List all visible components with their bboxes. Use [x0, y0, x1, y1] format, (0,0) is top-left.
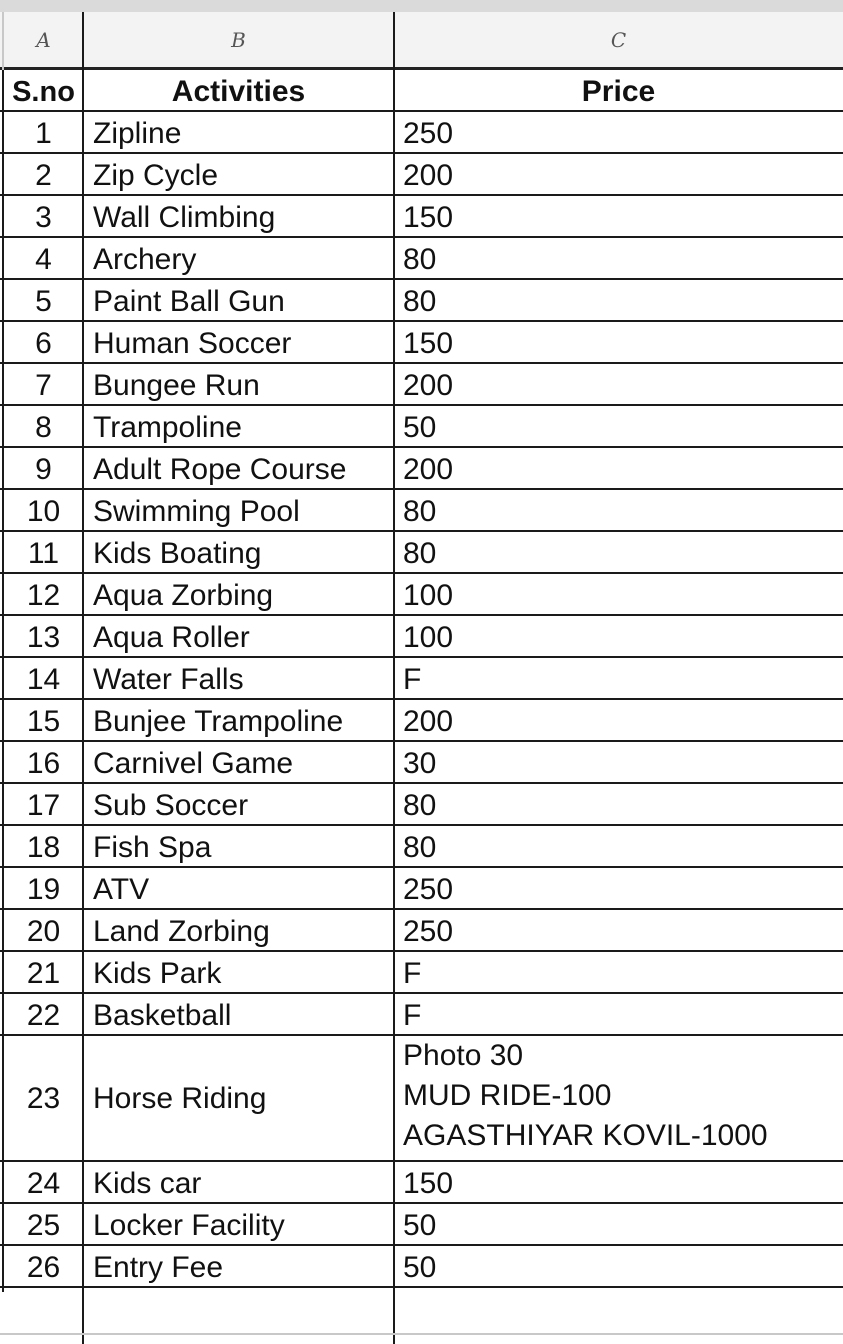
sno-cell[interactable]: 10 — [26, 495, 61, 528]
activity-cell[interactable]: ATV — [93, 873, 150, 906]
activity-cell[interactable]: Water Falls — [93, 663, 244, 696]
grid-line — [2, 70, 4, 1292]
activity-cell[interactable]: Archery — [93, 243, 197, 276]
price-cell[interactable]: 150 — [403, 327, 454, 360]
price-cell[interactable] — [394, 1036, 843, 1160]
sno-cell[interactable]: 15 — [26, 705, 61, 738]
column-header-c[interactable]: C — [610, 27, 627, 52]
activity-cell[interactable]: Sub Soccer — [93, 789, 249, 822]
price-cell[interactable]: F — [403, 957, 422, 990]
price-cell[interactable]: 80 — [403, 495, 437, 528]
sno-cell[interactable]: 23 — [26, 1082, 61, 1115]
price-cell[interactable]: 80 — [403, 831, 437, 864]
table-header-row — [0, 70, 843, 112]
table-row — [0, 784, 843, 826]
sno-cell[interactable]: 7 — [35, 369, 52, 402]
sno-cell[interactable]: 22 — [26, 999, 61, 1032]
price-cell[interactable]: 80 — [403, 537, 437, 570]
table-row — [0, 280, 843, 322]
activity-cell[interactable]: Land Zorbing — [93, 915, 270, 948]
table-row — [0, 574, 843, 616]
activity-cell[interactable]: Locker Facility — [93, 1209, 285, 1242]
activity-cell[interactable]: Zipline — [93, 117, 182, 150]
table-row — [0, 868, 843, 910]
activity-cell[interactable]: Kids Park — [93, 957, 222, 990]
top-strip — [0, 0, 843, 12]
activity-cell[interactable]: Aqua Zorbing — [93, 579, 274, 612]
table-row — [0, 1204, 843, 1246]
price-cell[interactable]: 100 — [403, 579, 454, 612]
grid-line — [82, 12, 84, 1344]
price-line: Photo 30 — [403, 1039, 524, 1072]
table-row — [0, 616, 843, 658]
table-row — [0, 994, 843, 1036]
price-cell[interactable]: 250 — [403, 915, 454, 948]
table-row — [0, 910, 843, 952]
activity-cell[interactable]: Kids car — [93, 1167, 202, 1200]
sno-cell[interactable]: 26 — [26, 1251, 61, 1284]
table-row — [0, 364, 843, 406]
sno-cell[interactable]: 24 — [26, 1167, 61, 1200]
activity-cell[interactable]: Kids Boating — [93, 537, 262, 570]
activity-cell[interactable]: Paint Ball Gun — [93, 285, 285, 318]
grid-line — [393, 12, 395, 1344]
price-cell[interactable]: 250 — [403, 873, 454, 906]
header-price-cell[interactable]: Price — [581, 75, 656, 108]
price-cell[interactable]: F — [403, 663, 422, 696]
price-cell[interactable]: 80 — [403, 789, 437, 822]
price-cell[interactable]: 200 — [403, 369, 454, 402]
table-row — [0, 742, 843, 784]
activity-cell[interactable]: Wall Climbing — [93, 201, 276, 234]
price-cell[interactable]: 150 — [403, 201, 454, 234]
sno-cell[interactable]: 16 — [26, 747, 61, 780]
sno-cell[interactable]: 25 — [26, 1209, 61, 1242]
table-row — [0, 322, 843, 364]
header-activities-cell[interactable]: Activities — [171, 75, 306, 108]
sno-cell[interactable]: 18 — [26, 831, 61, 864]
sno-cell[interactable]: 3 — [35, 201, 52, 234]
activity-cell[interactable]: Zip Cycle — [93, 159, 219, 192]
sno-cell[interactable]: 8 — [35, 411, 52, 444]
activity-cell[interactable]: Basketball — [93, 999, 232, 1032]
table-row — [0, 700, 843, 742]
activity-cell[interactable]: Aqua Roller — [93, 621, 250, 654]
table-row — [0, 658, 843, 700]
table-row — [0, 238, 843, 280]
price-cell[interactable]: 80 — [403, 243, 437, 276]
table-row — [0, 490, 843, 532]
sno-cell[interactable]: 13 — [26, 621, 61, 654]
table-row — [0, 952, 843, 994]
price-line: AGASTHIYAR KOVIL-1000 — [403, 1119, 768, 1152]
column-header-row — [0, 12, 843, 70]
price-cell[interactable]: 80 — [403, 285, 437, 318]
sno-cell[interactable]: 6 — [35, 327, 52, 360]
activity-cell[interactable]: Entry Fee — [93, 1251, 224, 1284]
sno-cell[interactable]: 11 — [27, 537, 60, 570]
price-cell[interactable]: 200 — [403, 159, 454, 192]
sno-cell[interactable]: 20 — [26, 915, 61, 948]
header-sno-cell[interactable]: S.no — [12, 76, 75, 108]
table-row — [0, 154, 843, 196]
price-cell[interactable]: F — [403, 999, 422, 1032]
price-cell[interactable]: 150 — [403, 1167, 454, 1200]
column-header-a[interactable]: A — [36, 27, 51, 52]
table-row — [0, 448, 843, 490]
price-cell[interactable]: 30 — [403, 747, 437, 780]
price-cell[interactable]: 200 — [403, 453, 454, 486]
price-cell[interactable]: 50 — [403, 1209, 437, 1242]
price-line: MUD RIDE-100 — [403, 1079, 612, 1112]
table-row — [0, 1162, 843, 1204]
table-row — [0, 826, 843, 868]
price-cell[interactable]: 250 — [403, 117, 454, 150]
activity-cell[interactable]: Adult Rope Course — [93, 453, 347, 486]
activity-cell[interactable]: Human Soccer — [93, 327, 292, 360]
table-row — [0, 1246, 843, 1288]
sno-cell[interactable]: 4 — [35, 243, 52, 276]
sno-cell[interactable]: 2 — [35, 159, 52, 192]
empty-row-divider — [0, 1333, 843, 1335]
table-row — [0, 112, 843, 154]
sno-cell[interactable]: 14 — [26, 663, 61, 696]
sno-cell[interactable]: 9 — [35, 453, 52, 486]
activity-cell[interactable]: Swimming Pool — [93, 495, 300, 528]
column-header-b[interactable]: B — [231, 27, 246, 52]
activity-cell[interactable]: Fish Spa — [93, 831, 212, 864]
table-row — [0, 532, 843, 574]
sno-cell[interactable]: 12 — [26, 579, 61, 612]
activity-cell[interactable]: Horse Riding — [93, 1082, 267, 1115]
table-row — [0, 196, 843, 238]
activity-cell[interactable]: Bunjee Trampoline — [93, 705, 344, 738]
sno-cell[interactable]: 1 — [35, 117, 52, 150]
activity-cell[interactable]: Trampoline — [93, 411, 242, 444]
activity-cell[interactable]: Carnivel Game — [93, 747, 294, 780]
table-row — [0, 406, 843, 448]
sno-cell[interactable]: 5 — [35, 285, 52, 318]
price-cell[interactable]: 100 — [403, 621, 454, 654]
sno-cell[interactable]: 19 — [26, 873, 61, 906]
grid-line — [2, 12, 4, 70]
price-cell[interactable]: 50 — [403, 1251, 437, 1284]
sno-cell[interactable]: 17 — [26, 789, 61, 822]
price-cell[interactable]: 50 — [403, 411, 437, 444]
sno-cell[interactable]: 21 — [26, 957, 61, 990]
activity-cell[interactable]: Bungee Run — [93, 369, 260, 402]
table-row — [0, 1036, 843, 1162]
price-cell[interactable]: 200 — [403, 705, 454, 738]
